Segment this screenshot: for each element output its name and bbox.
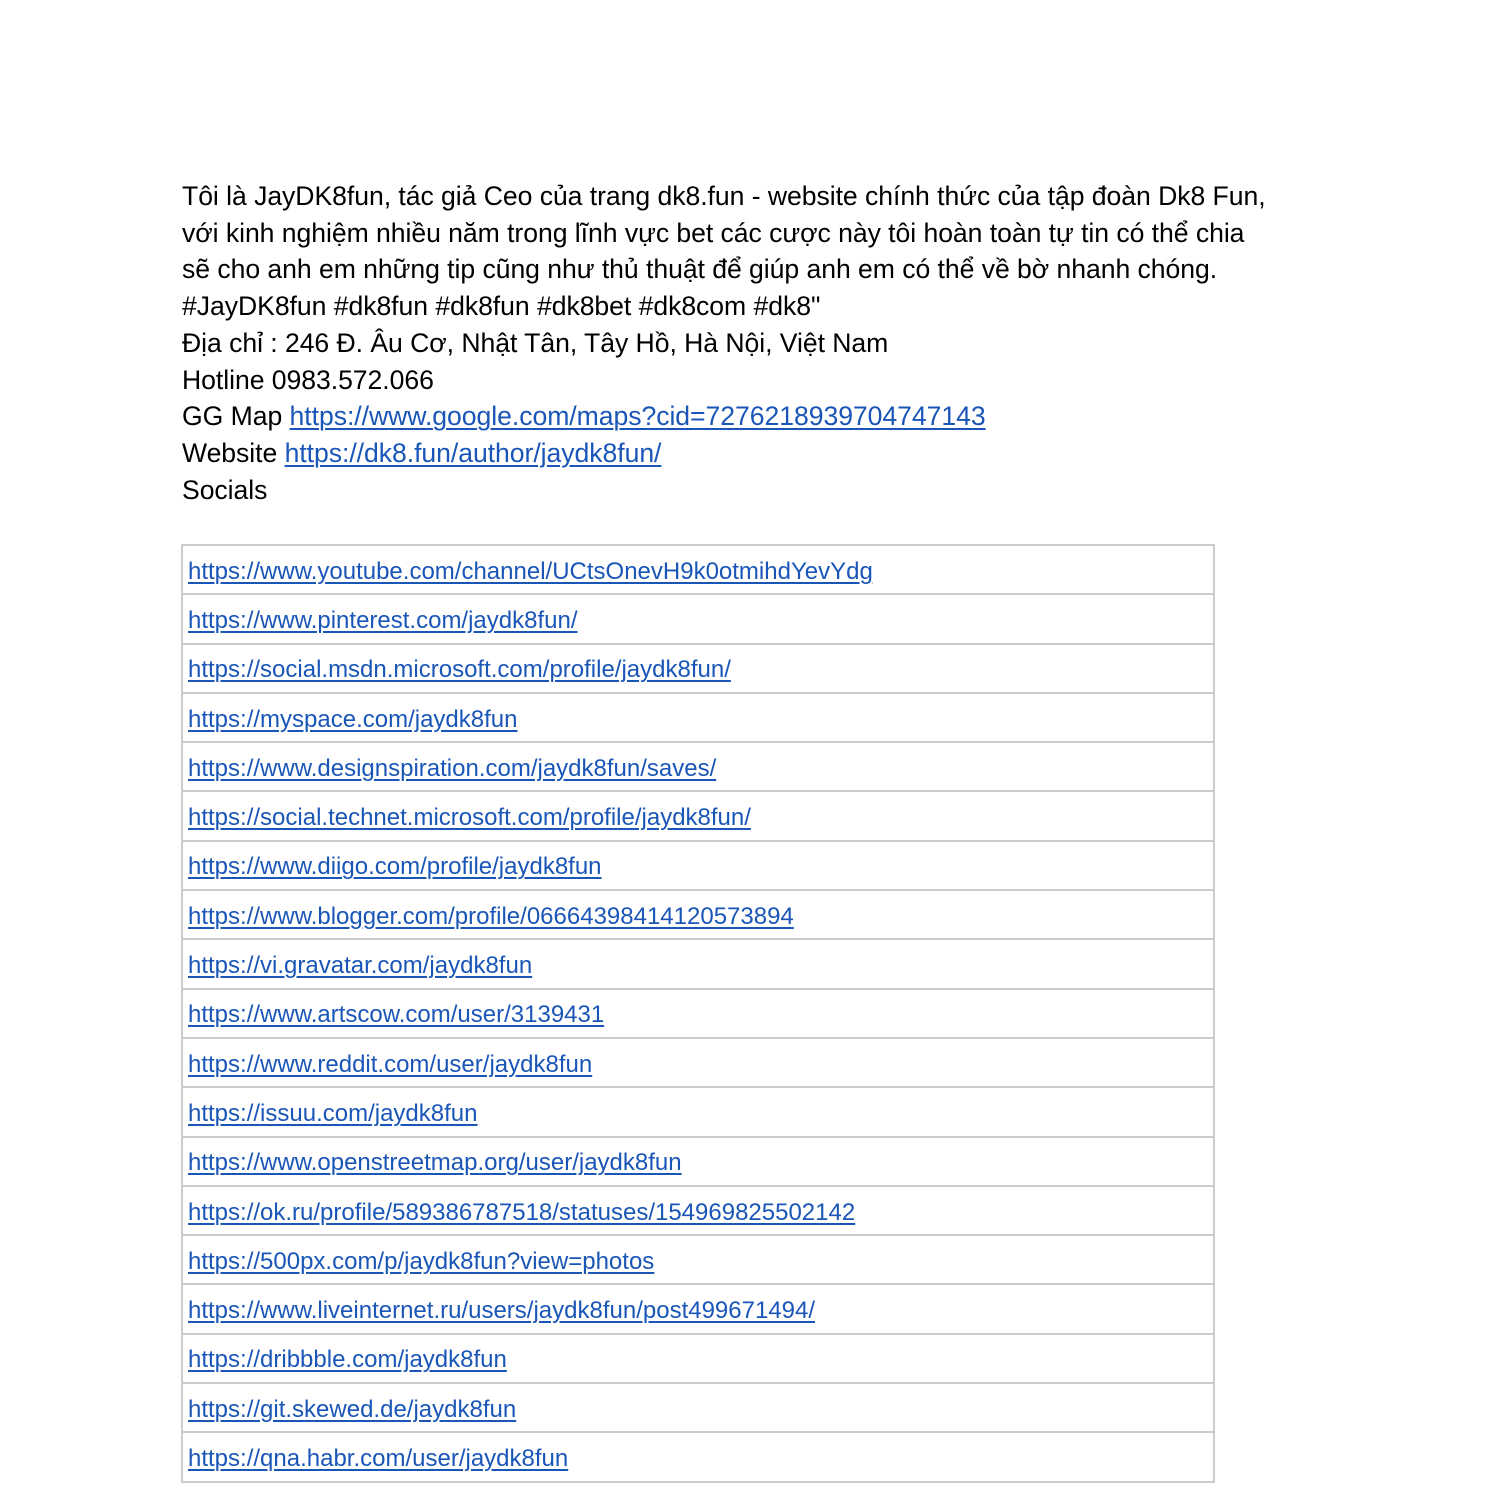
table-cell xyxy=(182,1383,1214,1432)
table-cell xyxy=(182,890,1214,939)
social-link-issuu[interactable]: https://issuu.com/jaydk8fun xyxy=(188,1099,478,1127)
bio-line-2: với kinh nghiệm nhiều năm trong lĩnh vực bet các cược này tôi hoàn toàn tự tin có thể chia xyxy=(182,217,1245,248)
table-cell xyxy=(182,1087,1214,1136)
table-cell xyxy=(182,1038,1214,1087)
table-row xyxy=(182,841,1214,890)
social-link-reddit[interactable]: https://www.reddit.com/user/jaydk8fun xyxy=(188,1050,593,1078)
table-row xyxy=(182,989,1214,1038)
table-row xyxy=(182,890,1214,939)
table-row xyxy=(182,1137,1214,1186)
table-cell xyxy=(182,989,1214,1038)
table-cell xyxy=(182,1137,1214,1186)
social-link-msdn[interactable]: https://social.msdn.microsoft.com/profile/jaydk8fun/ xyxy=(188,656,731,684)
table-row xyxy=(182,1284,1214,1333)
social-link-pinterest[interactable]: https://www.pinterest.com/jaydk8fun/ xyxy=(188,606,578,634)
table-cell xyxy=(182,939,1214,988)
social-link-youtube[interactable]: https://www.youtube.com/channel/UCtsOnevH9k0otmihdYevYdg xyxy=(188,557,873,585)
social-link-gravatar[interactable]: https://vi.gravatar.com/jaydk8fun xyxy=(188,952,533,980)
socials-table xyxy=(181,544,1215,1483)
table-row xyxy=(182,1038,1214,1087)
social-link-dribbble[interactable]: https://dribbble.com/jaydk8fun xyxy=(188,1346,507,1374)
table-row xyxy=(182,939,1214,988)
table-cell xyxy=(182,1186,1214,1235)
social-link-technet[interactable]: https://social.technet.microsoft.com/profile/jaydk8fun/ xyxy=(188,804,751,832)
table-cell xyxy=(182,1235,1214,1284)
table-row xyxy=(182,1383,1214,1432)
table-row xyxy=(182,644,1214,693)
table-cell xyxy=(182,791,1214,840)
table-cell xyxy=(182,742,1214,791)
website-link[interactable]: https://dk8.fun/author/jaydk8fun/ xyxy=(284,437,662,468)
bio-line-1: Tôi là JayDK8fun, tác giả Ceo của trang dk8.fun - website chính thức của tập đoàn Dk8 Fun, xyxy=(182,181,1266,211)
gg-map-link[interactable]: https://www.google.com/maps?cid=7276218939704747143 xyxy=(289,401,986,432)
gg-map-label: GG Map xyxy=(182,401,290,432)
table-cell xyxy=(182,693,1214,742)
table-row xyxy=(182,742,1214,791)
table-cell xyxy=(182,1284,1214,1333)
website-label: Website xyxy=(182,437,285,468)
table-row xyxy=(182,1334,1214,1383)
socials-heading: Socials xyxy=(182,474,268,505)
hashtags-line: #JayDK8fun #dk8fun #dk8fun #dk8bet #dk8com #dk8" xyxy=(182,291,821,322)
author-bio-block xyxy=(182,178,1342,508)
address-line: Địa chỉ : 246 Đ. Âu Cơ, Nhật Tân, Tây Hồ, Hà Nội, Việt Nam xyxy=(182,327,889,358)
social-link-myspace[interactable]: https://myspace.com/jaydk8fun xyxy=(188,705,518,733)
table-row xyxy=(182,791,1214,840)
table-cell xyxy=(182,594,1214,643)
social-link-diigo[interactable]: https://www.diigo.com/profile/jaydk8fun xyxy=(188,853,602,881)
table-cell xyxy=(182,545,1214,594)
table-cell xyxy=(182,1432,1214,1481)
bio-line-3: sẽ cho anh em những tip cũng như thủ thuật để giúp anh em có thể về bờ nhanh chóng. xyxy=(182,254,1218,285)
table-row xyxy=(182,693,1214,742)
table-row xyxy=(182,1186,1214,1235)
table-cell xyxy=(182,644,1214,693)
table-row xyxy=(182,1087,1214,1136)
hotline-line: Hotline 0983.572.066 xyxy=(182,364,434,395)
social-link-liveinternet[interactable]: https://www.liveinternet.ru/users/jaydk8fun/post499671494/ xyxy=(188,1297,816,1325)
table-cell xyxy=(182,1334,1214,1383)
social-link-git-skewed[interactable]: https://git.skewed.de/jaydk8fun xyxy=(188,1395,517,1423)
social-link-500px[interactable]: https://500px.com/p/jaydk8fun?view=photos xyxy=(188,1247,655,1275)
table-row xyxy=(182,1432,1214,1481)
social-link-qna-habr[interactable]: https://qna.habr.com/user/jaydk8fun xyxy=(188,1444,569,1472)
gg-map-line xyxy=(182,398,1342,435)
table-row xyxy=(182,545,1214,594)
table-row xyxy=(182,594,1214,643)
table-cell xyxy=(182,841,1214,890)
website-line xyxy=(182,435,1342,472)
social-link-openstreetmap[interactable]: https://www.openstreetmap.org/user/jaydk8fun xyxy=(188,1149,682,1177)
table-row xyxy=(182,1235,1214,1284)
social-link-okru[interactable]: https://ok.ru/profile/589386787518/statuses/154969825502142 xyxy=(188,1198,856,1226)
social-link-designspiration[interactable]: https://www.designspiration.com/jaydk8fun/saves/ xyxy=(188,754,717,782)
social-link-artscow[interactable]: https://www.artscow.com/user/3139431 xyxy=(188,1001,605,1029)
social-link-blogger[interactable]: https://www.blogger.com/profile/06664398414120573894 xyxy=(188,902,794,930)
